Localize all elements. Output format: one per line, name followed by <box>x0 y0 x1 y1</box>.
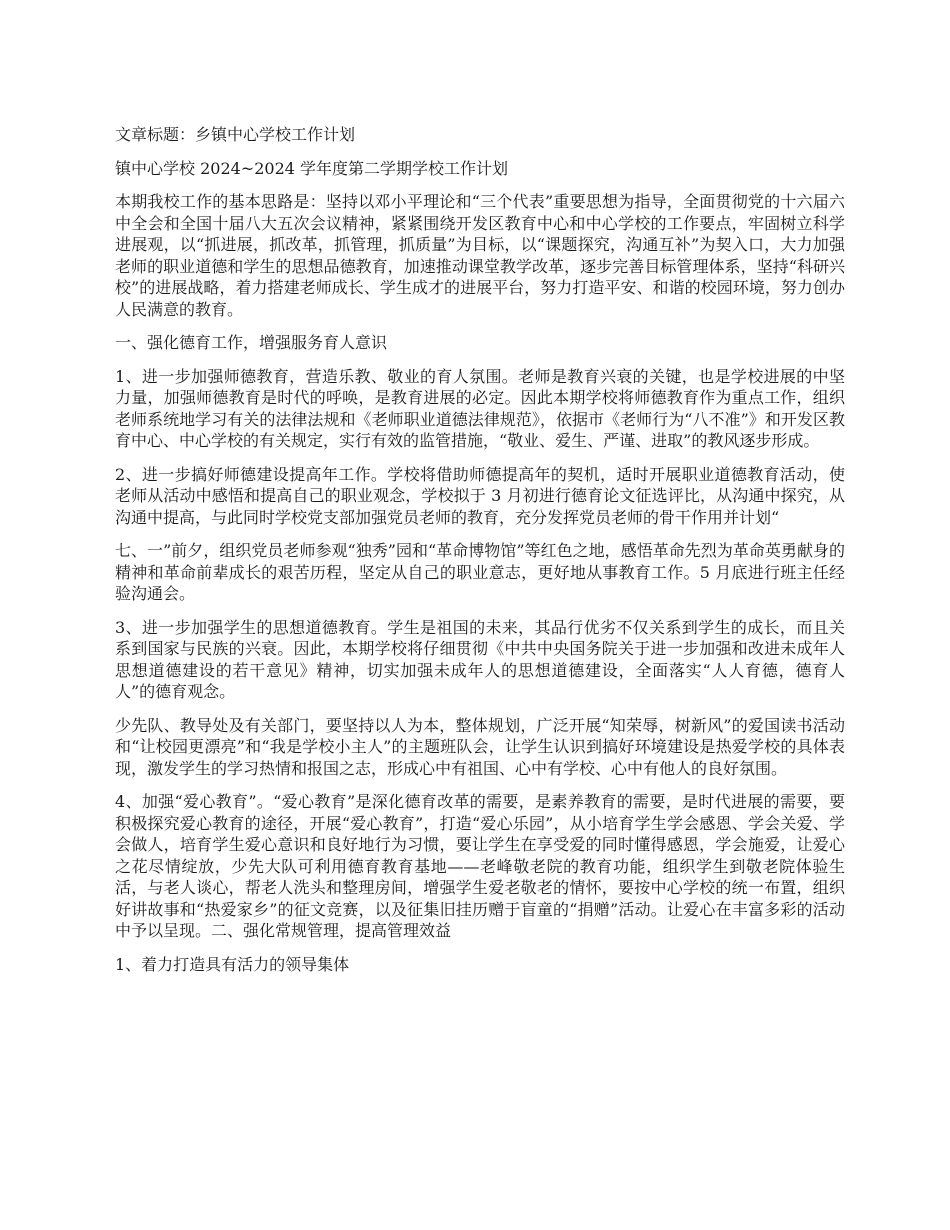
paragraph-sub-item-1: 1、着力打造具有活力的领导集体 <box>115 954 350 974</box>
paragraph-young-pioneers: 少先队、教导处及有关部门，要坚持以人为本，整体规划，广泛开展“知荣辱，树新风”的爱国读书活动和“让校园更漂亮”和“我是学校小主人”的主题班队会，让学生认识到搞好环境建设是热爱学校的具体表现，激发学生的学习热情和报国之志，形成心中有祖国、心中有学校、心中有他人的良好氛围。 <box>115 715 845 778</box>
document-body <box>115 124 845 987</box>
plan-subtitle: 镇中心学校 2024~2024 学年度第二学期学校工作计划 <box>115 158 509 178</box>
paragraph-item-2: 2、进一步搞好师德建设提高年工作。学校将借助师德提高年的契机，适时开展职业道德教育活动，使老师从活动中感悟和提高自己的职业观念，学校拟于 3 月初进行德育论文征选评比，从沟通中探究，从沟通中提高，与此同时学校党支部加强党员老师的教育，充分发挥党员老师的骨干作用并计划“ <box>115 464 845 527</box>
paragraph-item-3: 3、进一步加强学生的思想道德教育。学生是祖国的未来，其品行优劣不仅关系到学生的成长，而且关系到国家与民族的兴衰。因此，本期学校将仔细贯彻《中共中央国务院关于进一步加强和改进未成年人思想道德建设的若干意见》精神，切实加强未成年人的思想道德建设，全面落实“人人育德，德育人人”的德育观念。 <box>115 617 845 701</box>
paragraph-july-first: 七、一”前夕，组织党员老师参观“独秀”园和“革命博物馆”等红色之地，感悟革命先烈为革命英勇献身的精神和革命前辈成长的艰苦历程，坚定从自己的职业意志，更好地从事教育工作。5 月底进行班主任经验沟通会。 <box>115 541 845 603</box>
paragraph-item-1: 1、进一步加强师德教育，营造乐教、敬业的育人氛围。老师是教育兴衰的关键，也是学校进展的中坚力量，加强师德教育是时代的呼唤，是教育进展的必定。因此本期学校将师德教育作为重点工作，组织老师系统地学习有关的法律法规和《老师职业道德法律规范》，依据市《老师行为“八不准”》和开发区教育中心、中心学校的有关规定，实行有效的监管措施，“敬业、爱生、严谨、进取”的教风逐步形成。 <box>115 366 845 450</box>
article-title: 文章标题：乡镇中心学校工作计划 <box>115 125 356 144</box>
section-heading-1: 一、强化德育工作，增强服务育人意识 <box>115 333 388 352</box>
paragraph-item-4: 4、加强“爱心教育”。“爱心教育”是深化德育改革的需要，是素养教育的需要，是时代进展的需要，要积极探究爱心教育的途径，开展“爱心教育”，打造“爱心乐园”，从小培育学生学会感恩、学会关爱、学会做人，培育学生爱心意识和良好地行为习惯，要让学生在享受爱的同时懂得感恩，学会施爱，让爱心之花尽情绽放，少先大队可利用德育教育基地——老峰敬老院的教育功能，组织学生到敬老院体验生活，与老人谈心，帮老人洗头和整理房间，增强学生爱老敬老的情怀，要按中心学校的统一布置，组织好讲故事和“热爱家乡”的征文竞赛，以及征集旧挂历赠于盲童的“捐赠”活动。让爱心在丰富多彩的活动中予以呈现。二、强化常规管理，提高管理效益 <box>115 792 845 940</box>
paragraph-intro: 本期我校工作的基本思路是：坚持以邓小平理论和“三个代表”重要思想为指导，全面贯彻党的十六届六中全会和全国十届八大五次会议精神，紧紧围绕开发区教育中心和中心学校的工作要点，牢固树立科学进展观，以“抓进展，抓改革，抓管理，抓质量”为目标，以“课题探究，沟通互补”为契入口，大力加强老师的职业道德和学生的思想品德教育，加速推动课堂教学改革，逐步完善目标管理体系，坚持“科研兴校”的进展战略，着力搭建老师成长、学生成才的进展平台，努力打造平安、和谐的校园环境，努力创办人民满意的教育。 <box>115 192 845 319</box>
